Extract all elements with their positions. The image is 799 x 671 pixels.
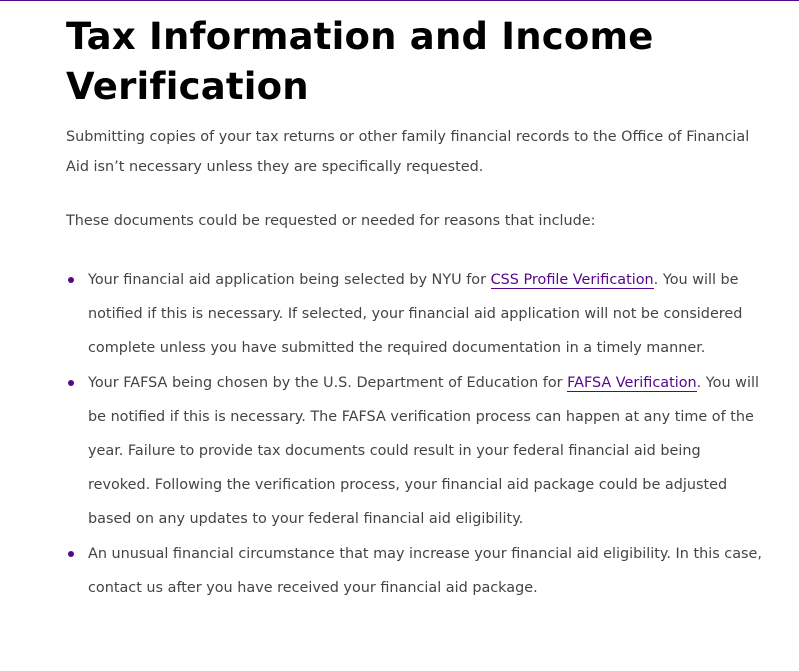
- list-item-text-after: . You will be notified if this is necessary. The FAFSA verification process can happen at any time of the year. Failure to provide tax documents could result in your federal financial aid being revoked. Following the verification process, your financial aid package could be adjusted based on any updates to your federal financial aid eligibility.: [88, 375, 759, 527]
- top-border: [0, 0, 799, 1]
- intro-paragraph: Submitting copies of your tax returns or other family financial records to the Office of Financial Aid isn’t necessary unless they are specifically requested.: [66, 129, 750, 175]
- fafsa-verification-link[interactable]: FAFSA Verification: [567, 375, 697, 391]
- bullet-icon: [68, 551, 74, 557]
- css-profile-verification-link[interactable]: CSS Profile Verification: [490, 272, 654, 288]
- list-item-css-profile: [66, 263, 766, 365]
- list-item-text-after: . You will be notified if this is necessary. If selected, your financial aid application will not be considered complete unless you have submitted the required documentation in a timely manner.: [88, 272, 743, 356]
- list-item-text-before: Your FAFSA being chosen by the U.S. Department of Education for: [88, 375, 568, 391]
- bullet-icon: [68, 277, 74, 283]
- list-item-fafsa: [66, 366, 766, 536]
- page-title: Tax Information and Income Verification: [66, 15, 654, 108]
- list-item-text-before: Your financial aid application being selected by NYU for: [88, 272, 491, 288]
- reasons-lead-paragraph: These documents could be requested or needed for reasons that include:: [66, 213, 596, 229]
- list-item-unusual-circumstance: [66, 537, 766, 605]
- main-content: [66, 12, 766, 606]
- list-item-text: An unusual financial circumstance that may increase your financial aid eligibility. In this case, contact us after you have received your financial aid package.: [88, 546, 762, 596]
- bullet-icon: [68, 380, 74, 386]
- reasons-list: [66, 263, 766, 605]
